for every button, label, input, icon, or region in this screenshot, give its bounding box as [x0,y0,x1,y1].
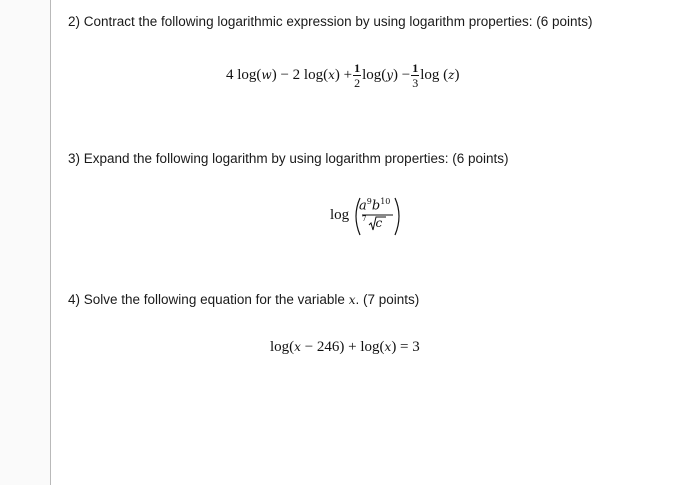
expr-term: ) [454,66,460,83]
fraction-numerator [359,197,390,213]
fraction-numerator: 1 [412,60,419,75]
question-4-text [68,292,419,307]
fraction-denominator: 3 [412,75,419,90]
question-3-expression [330,195,410,239]
expr-term: ) + [334,66,353,83]
fraction-one-third [411,61,419,90]
expr-variable: y [386,68,394,82]
fraction-one-half [353,61,361,90]
question-2-text: 2) Contract the following logarithmic expression by using logarithm properties: (6 points) [68,14,593,29]
expr-term: ) − 2 log( [271,66,329,83]
question-4-text-post: . (7 points) [355,292,420,307]
fraction-denominator [362,215,383,230]
expr-variable: x [294,340,301,354]
expr-term: log( [362,66,387,83]
root-index: 7 [362,215,367,223]
expr-term: ) = 3 [391,339,420,355]
log-function: log [330,207,350,223]
fraction-numerator: 1 [354,60,361,75]
question-4-text-pre: 4) Solve the following equation for the variable [68,292,349,307]
question-3-text: 3) Expand the following logarithm by using logarithm properties: (6 points) [68,151,509,166]
expr-variable: w [261,68,272,82]
question-2-expression [226,55,460,95]
expr-term: − 246) + log( [300,339,385,355]
question-4-variable: x [348,293,356,307]
base-b: b [371,198,381,214]
expr-variable: x [328,68,335,82]
expr-term: 4 log( [226,66,262,83]
fraction-denominator: 2 [354,75,361,90]
question-4-expression [270,339,420,356]
base-a: a [359,198,367,214]
expr-variable: x [384,340,392,354]
expr-term: log( [270,339,295,355]
exponent-a: 9 [366,197,372,206]
root-radicand: c [375,216,383,230]
exponent-b: 10 [380,197,391,206]
expr-term: log ( [420,66,449,83]
expr-variable: z [448,68,455,82]
expr-term: ) − [393,66,411,83]
